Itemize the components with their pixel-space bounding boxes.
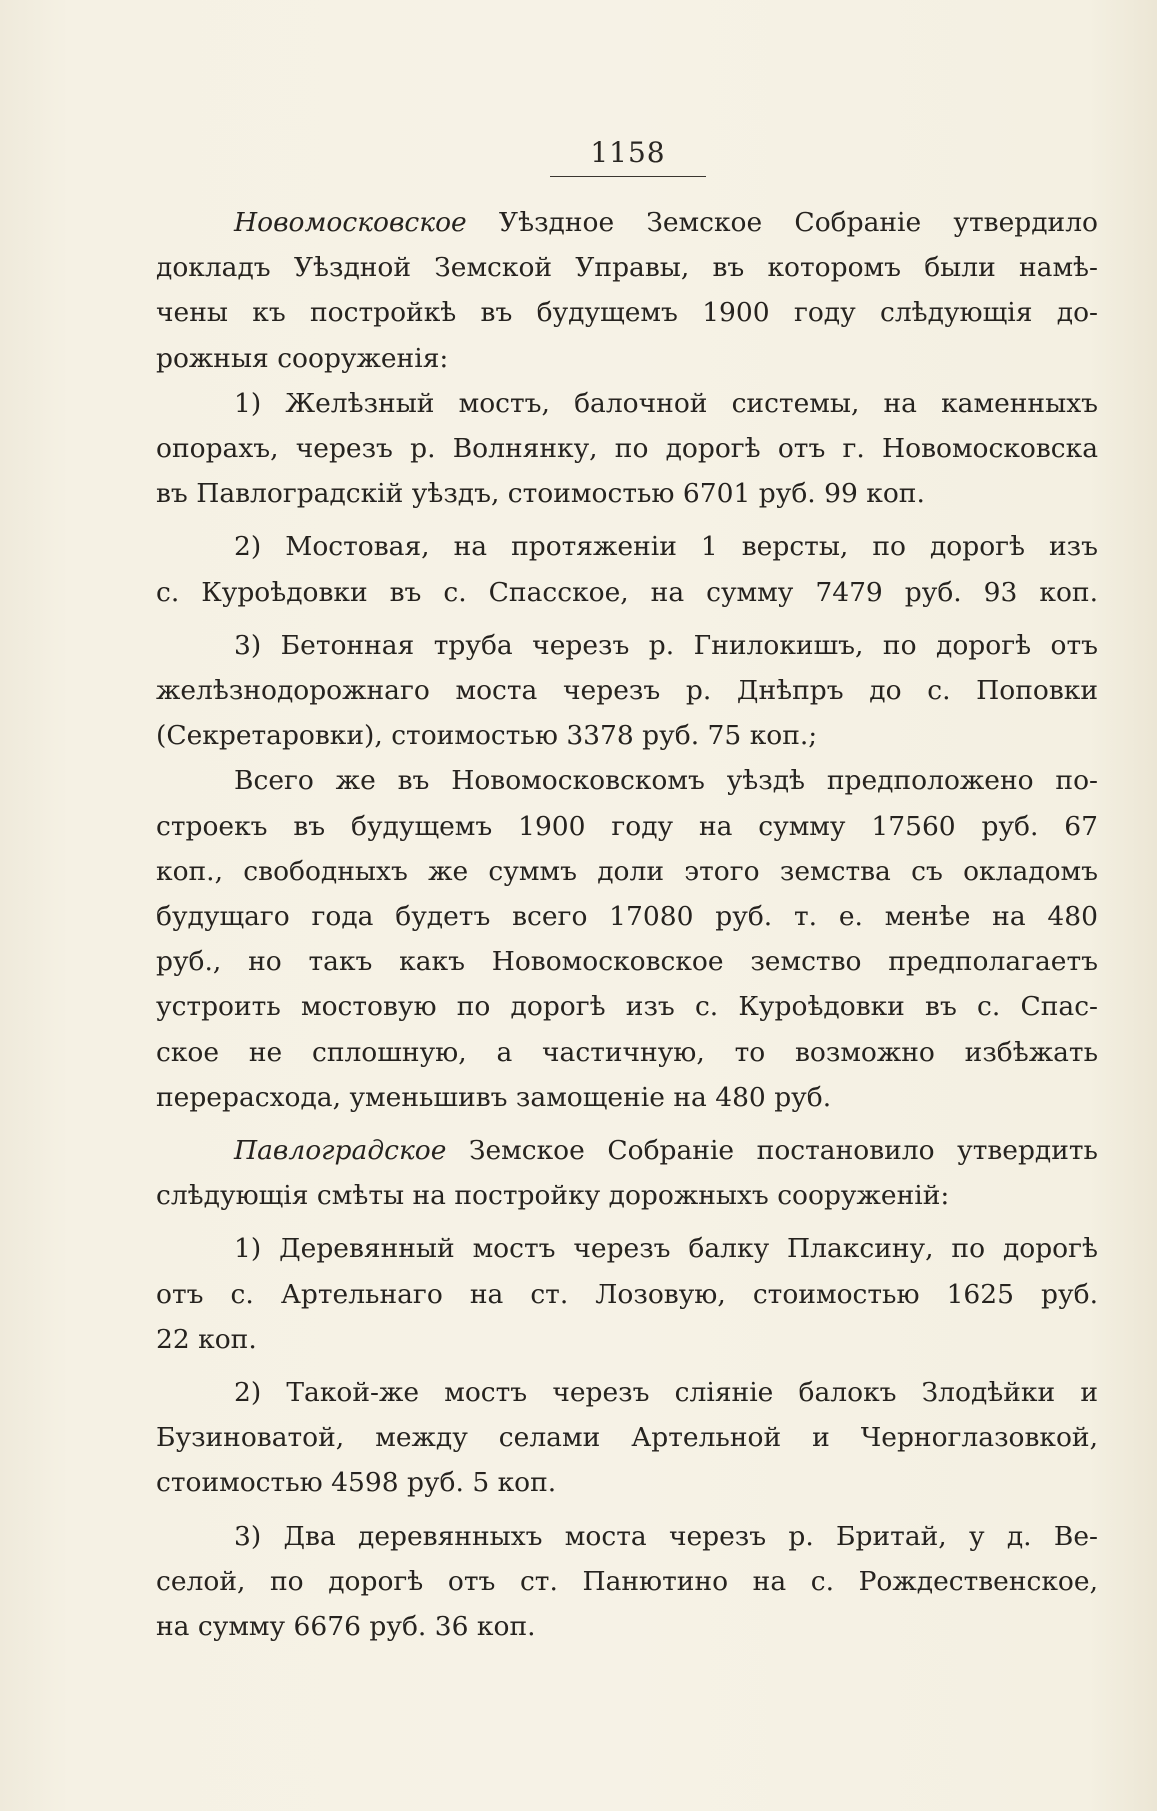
paragraph-item-2-pavement — [156, 524, 1098, 614]
text-line: (Секретаровки), стоимостью 3378 руб. 75 коп.; — [156, 720, 818, 752]
paragraph-pavlograd-item-1 — [156, 1226, 1098, 1362]
text-line: 1) Желѣзный мостъ, балочной системы, на каменныхъ — [234, 387, 1098, 419]
text-line: стоимостью 4598 руб. 5 коп. — [156, 1467, 557, 1499]
text-line: въ Павлоградскій уѣздъ, стоимостью 6701 руб. 99 коп. — [156, 478, 925, 510]
text-line: 3) Два деревянныхъ моста черезъ р. Бритай, у д. Ве- — [234, 1520, 1098, 1552]
page-number-rule — [550, 176, 706, 177]
text-line: селой, по дорогѣ отъ ст. Панютино на с. Рождественское, — [156, 1565, 1098, 1597]
paragraph-pavlograd-intro — [156, 1128, 1098, 1218]
paragraph-total-summary — [156, 758, 1098, 1120]
text-line: 22 коп. — [156, 1323, 257, 1355]
text-line: докладъ Уѣздной Земской Управы, въ которомъ были намѣ- — [156, 252, 1098, 284]
paragraph-item-3-pipe — [156, 623, 1098, 759]
text-line: 1) Деревянный мостъ черезъ балку Плаксину, по дорогѣ — [234, 1233, 1098, 1265]
page-number: 1158 — [590, 136, 666, 169]
text-line: 2) Мостовая, на протяженіи 1 версты, по дорогѣ изъ — [234, 531, 1098, 563]
text-line: будущаго года будетъ всего 17080 руб. т. е. менѣе на 480 — [156, 901, 1098, 933]
paragraph-novomoskovsk-intro — [156, 200, 1098, 381]
text-line-content: Земское Собраніе постановило утвердить — [446, 1135, 1098, 1167]
text-line: перерасхода, уменьшивъ замощеніе на 480 руб. — [156, 1081, 832, 1113]
text-line: чены къ постройкѣ въ будущемъ 1900 году слѣдующія до- — [156, 297, 1098, 329]
paragraph-pavlograd-item-2 — [156, 1370, 1098, 1506]
paragraph-pavlograd-item-3 — [156, 1514, 1098, 1650]
text-line: на сумму 6676 руб. 36 коп. — [156, 1611, 536, 1643]
text-line: ское не сплошную, а частичную, то возможно избѣжать — [156, 1036, 1098, 1068]
text-line-content: Уѣздное Земское Собраніе утвердило — [466, 207, 1098, 238]
italic-place-name: Павлоградское — [234, 1135, 447, 1167]
text-line — [156, 1128, 1098, 1173]
text-line: строекъ въ будущемъ 1900 году на сумму 17560 руб. 67 — [156, 810, 1098, 842]
text-line: рожныя сооруженія: — [156, 342, 449, 374]
text-line: 2) Такой-же мостъ черезъ сліяніе балокъ Злодѣйки и — [234, 1377, 1098, 1409]
text-line: руб., но такъ какъ Новомосковское земство предполагаетъ — [156, 946, 1098, 978]
text-line: 3) Бетонная труба черезъ р. Гнилокишъ, по дорогѣ отъ — [234, 629, 1098, 661]
text-line: опорахъ, черезъ р. Волнянку, по дорогѣ отъ г. Новомосковска — [156, 433, 1098, 465]
italic-place-name: Новомосковское — [234, 207, 467, 238]
text-line: Всего же въ Новомосковскомъ уѣздѣ предположено по- — [234, 765, 1098, 797]
text-line: с. Куроѣдовки въ с. Спасское, на сумму 7479 руб. 93 коп. — [156, 576, 1098, 608]
text-line: отъ с. Артельнаго на ст. Лозовую, стоимостью 1625 руб. — [156, 1278, 1098, 1310]
text-line: коп., свободныхъ же суммъ доли этого земства съ окладомъ — [156, 855, 1098, 887]
text-line: Бузиноватой, между селами Артельной и Черноглазовкой, — [156, 1422, 1098, 1454]
text-line: желѣзнодорожнаго моста черезъ р. Днѣпръ до с. Поповки — [156, 675, 1098, 707]
text-line — [156, 200, 1098, 245]
body-text — [156, 200, 1098, 1649]
text-line: слѣдующія смѣты на постройку дорожныхъ сооруженій: — [156, 1180, 950, 1212]
paragraph-item-1-bridge — [156, 381, 1098, 517]
text-line: устроить мостовую по дорогѣ изъ с. Куроѣдовки въ с. Спас- — [156, 991, 1098, 1023]
